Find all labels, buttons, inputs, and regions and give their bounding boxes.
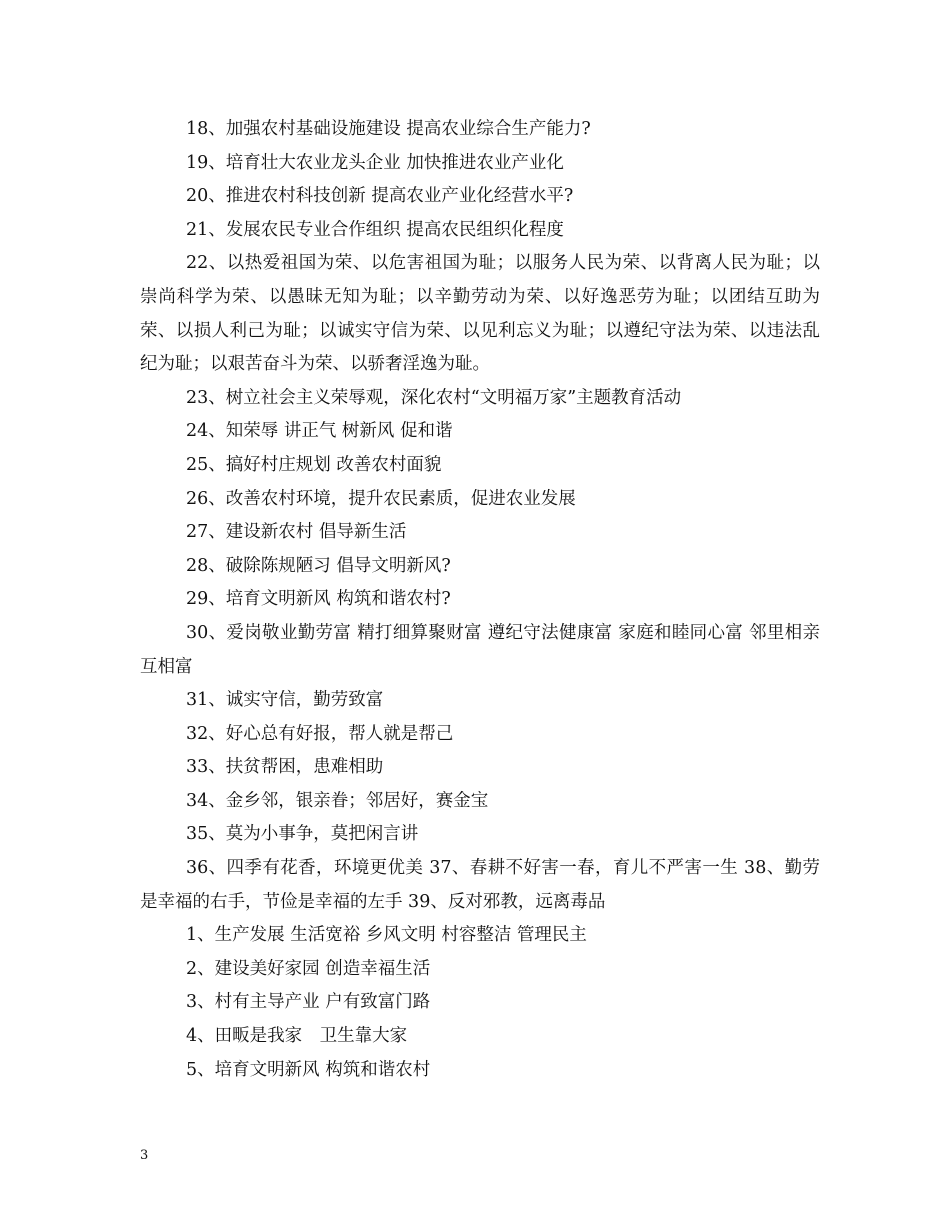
document-body xyxy=(140,113,820,1087)
paragraph-21: 21、发展农民专业合作组织 提高农民组织化程度 xyxy=(186,219,564,240)
paragraph-32: 32、好心总有好报，帮人就是帮己 xyxy=(186,723,454,744)
paragraph-31: 31、诚实守信，勤劳致富 xyxy=(186,690,384,711)
paragraph-28: 28、破除陈规陋习 倡导文明新风? xyxy=(186,555,451,576)
paragraph-24: 24、知荣辱 讲正气 树新风 促和谐 xyxy=(186,421,453,442)
paragraph-19: 19、培育壮大农业龙头企业 加快推进农业产业化 xyxy=(186,152,564,173)
paragraph-34: 34、金乡邻，银亲眷；邻居好，赛金宝 xyxy=(186,790,489,811)
paragraph-list-1: 1、生产发展 生活宽裕 乡风文明 村容整洁 管理民主 xyxy=(186,925,587,946)
paragraph-22: 22、以热爱祖国为荣、以危害祖国为耻；以服务人民为荣、以背离人民为耻；以崇尚科学为荣、以愚昧无知为耻；以辛勤劳动为荣、以好逸恶劳为耻；以团结互助为荣、以损人利己为耻；以诚实守信为荣、以见利忘义为耻；以遵纪守法为荣、以违法乱纪为耻；以艰苦奋斗为荣、以骄奢淫逸为耻。 xyxy=(140,253,820,375)
paragraph-25: 25、搞好村庄规划 改善农村面貌 xyxy=(186,454,442,475)
paragraph-list-3: 3、村有主导产业 户有致富门路 xyxy=(186,992,431,1013)
paragraph-list-4: 4、田畈是我家 卫生靠大家 xyxy=(186,1026,408,1047)
paragraph-20: 20、推进农村科技创新 提高农业产业化经营水平? xyxy=(186,186,574,207)
paragraph-18: 18、加强农村基础设施建设 提高农业综合生产能力? xyxy=(186,119,591,139)
paragraph-list-2: 2、建设美好家园 创造幸福生活 xyxy=(186,958,431,979)
paragraph-36: 36、四季有花香，环境更优美 37、春耕不好害一春，育儿不严害一生 38、勤劳是幸福的右手，节俭是幸福的左手 39、反对邪教，远离毒品 xyxy=(140,858,820,912)
paragraph-23: 23、树立社会主义荣辱观，深化农村“文明福万家”主题教育活动 xyxy=(186,387,682,408)
paragraph-29: 29、培育文明新风 构筑和谐农村? xyxy=(186,589,451,610)
paragraph-35: 35、莫为小事争，莫把闲言讲 xyxy=(186,824,419,845)
paragraph-27: 27、建设新农村 倡导新生活 xyxy=(186,522,407,543)
page-number: 3 xyxy=(140,1148,149,1163)
paragraph-list-5: 5、培育文明新风 构筑和谐农村 xyxy=(186,1059,431,1080)
paragraph-26: 26、改善农村环境，提升农民素质，促进农业发展 xyxy=(186,488,576,509)
paragraph-30: 30、爱岗敬业勤劳富 精打细算聚财富 遵纪守法健康富 家庭和睦同心富 邻里相亲互相富 xyxy=(140,622,820,677)
paragraph-33: 33、扶贫帮困，患难相助 xyxy=(186,757,384,778)
